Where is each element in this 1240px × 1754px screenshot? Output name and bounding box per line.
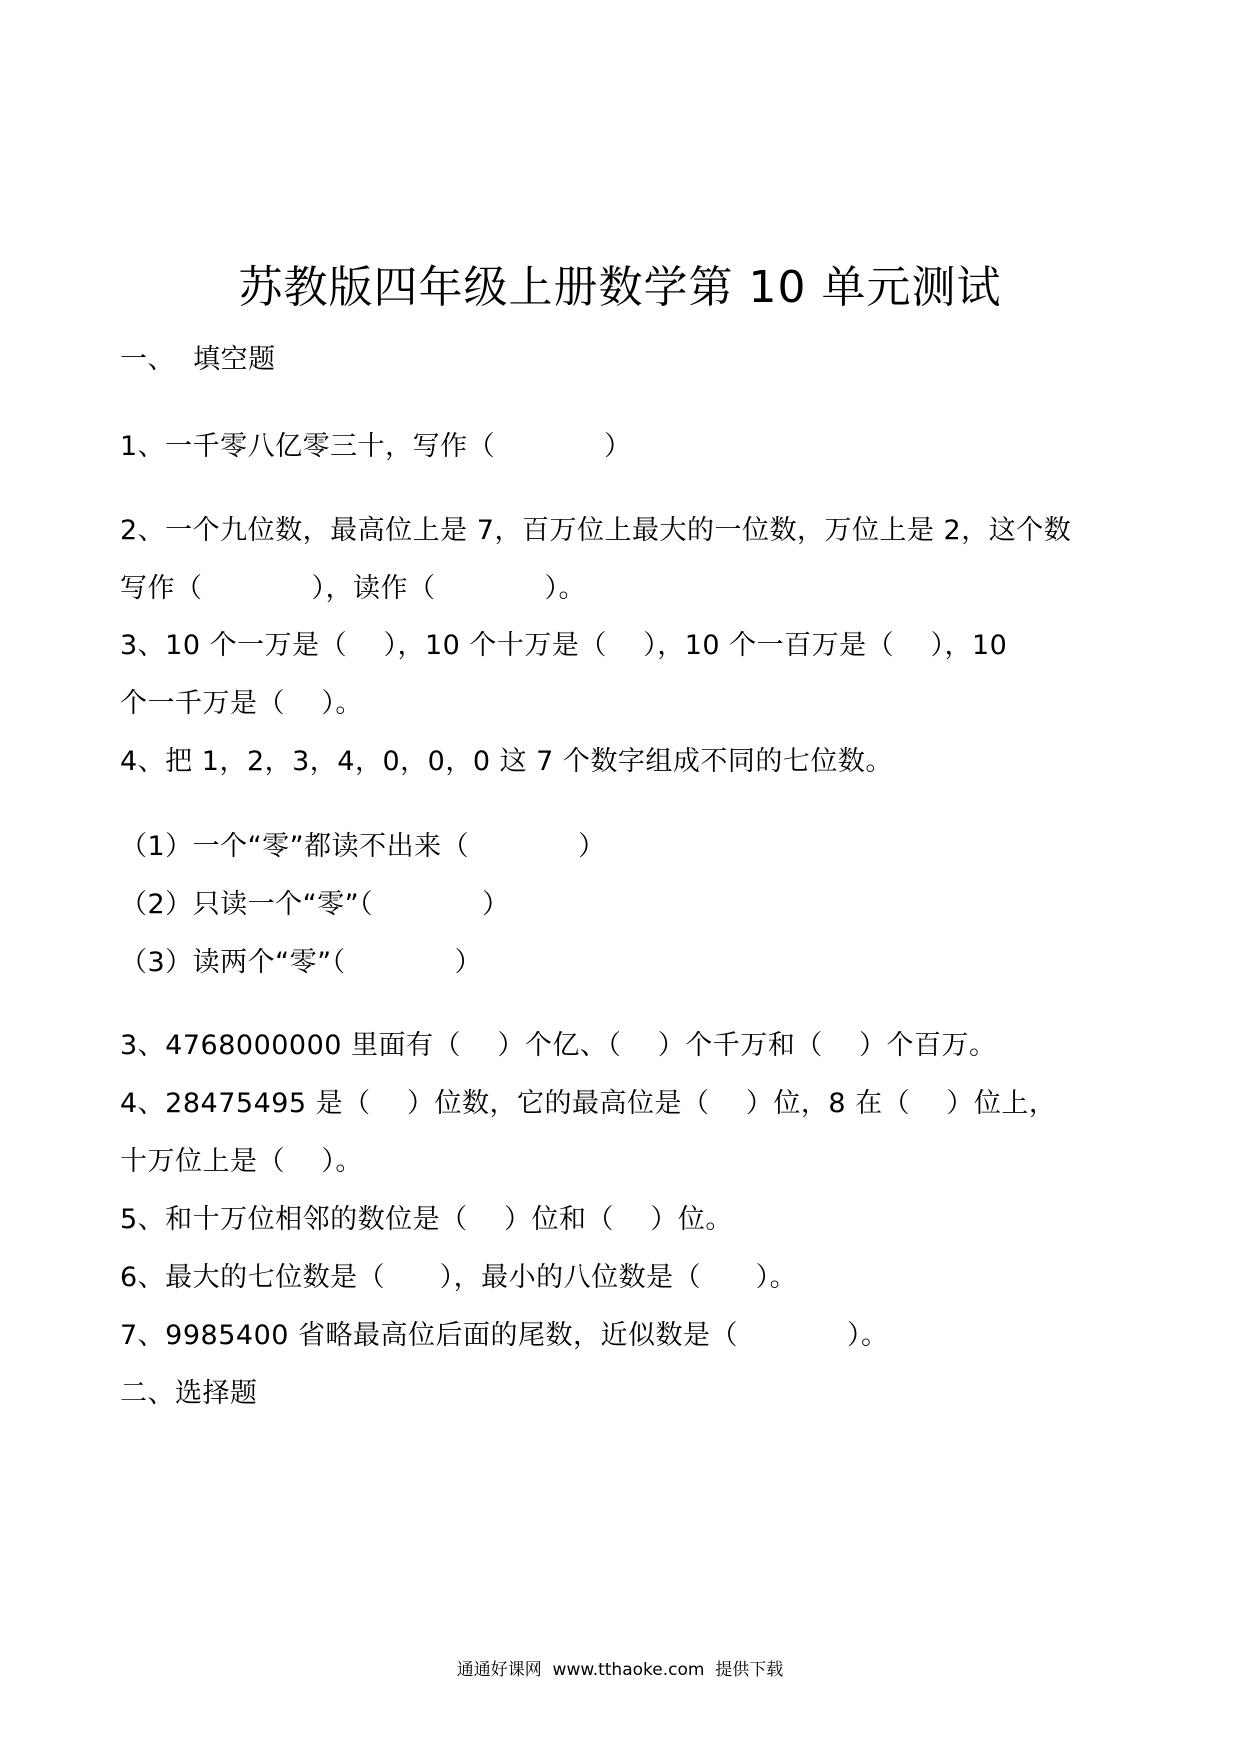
question-4: 4、把 1，2，3，4，0，0，0 这 7 个数字组成不同的七位数。 [120,746,893,777]
section-heading-multiple-choice: 二、选择题 [120,1378,258,1409]
question-7: 5、和十万位相邻的数位是（ ）位和（ ）位。 [120,1204,733,1235]
question-1: 1、一千零八亿零三十，写作（ ） [120,431,632,462]
question-9: 7、9985400 省略最高位后面的尾数，近似数是（ ）。 [120,1320,889,1351]
page-title: 苏教版四年级上册数学第 10 单元测试 [238,262,1002,313]
question-6-line-2: 十万位上是（ ）。 [120,1146,363,1177]
page-footer: 通通好课网 www.tthaoke.com 提供下载 [456,1660,784,1680]
question-8: 6、最大的七位数是（ ），最小的八位数是（ ）。 [120,1262,798,1293]
question-2-line-1: 2、一个九位数，最高位上是 7，百万位上最大的一位数，万位上是 2，这个数 [120,515,1072,546]
question-6-line-1: 4、28475495 是（ ）位数，它的最高位是（ ）位，8 在（ ）位上， [120,1088,1057,1119]
question-3-line-2: 个一千万是（ ）。 [120,688,363,719]
question-4-part-2: （2）只读一个“零”（ ） [120,889,510,920]
section-heading-fill-in: 一、 填空题 [120,344,276,375]
question-4-part-3: （3）读两个“零”（ ） [120,947,483,978]
question-3-line-1: 3、10 个一万是（ ），10 个十万是（ ），10 个一百万是（ ），10 [120,630,1008,661]
question-2-line-2: 写作（ ），读作（ ）。 [120,573,586,604]
question-5: 3、4768000000 里面有（ ）个亿、（ ）个千万和（ ）个百万。 [120,1030,997,1061]
question-4-part-1: （1）一个“零”都读不出来（ ） [120,831,606,862]
